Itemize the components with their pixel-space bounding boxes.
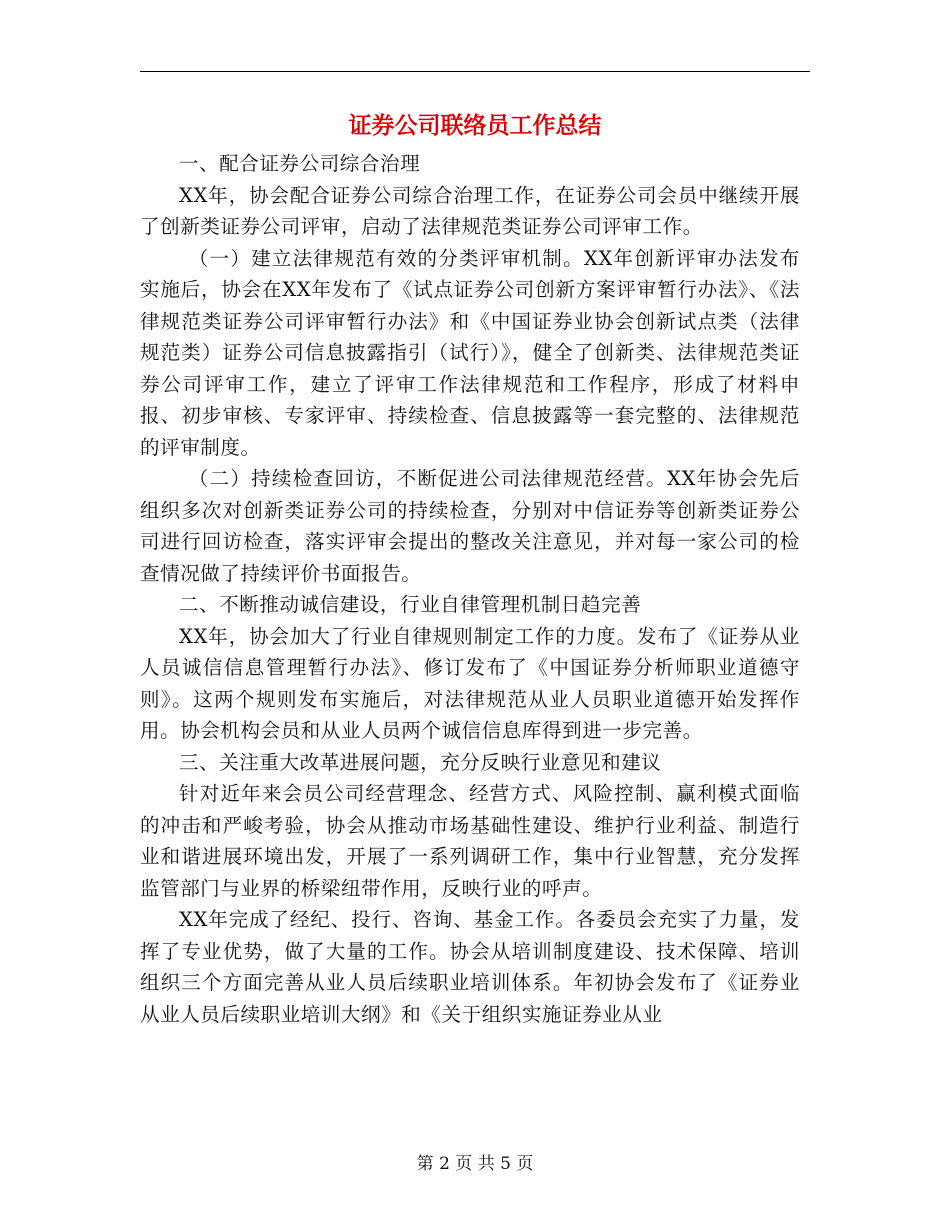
body-paragraph: 针对近年来会员公司经营理念、经营方式、风险控制、赢利模式面临的冲击和严峻考验，协会从推动市场基础性建设、维护行业利益、制造行业和谐进展环境出发，开展了一系列调研工作，集中行业智慧，充分发挥监管部门与业界的桥梁纽带作用，反映行业的呼声。 bbox=[140, 782, 800, 900]
body-paragraph: XX年完成了经纪、投行、咨询、基金工作。各委员会充实了力量，发挥了专业优势，做了大量的工作。协会从培训制度建设、技术保障、培训组织三个方面完善从业人员后续职业培训体系。年初协会发布了《证券业从业人员后续职业培训大纲》和《关于组织实施证券业从业 bbox=[140, 908, 800, 1026]
body-paragraph: XX年，协会配合证券公司综合治理工作，在证券公司会员中继续开展了创新类证券公司评审，启动了法律规范类证券公司评审工作。 bbox=[140, 183, 800, 238]
body-paragraph: XX年，协会加大了行业自律规则制定工作的力度。发布了《证券从业人员诚信信息管理暂行办法》、修订发布了《中国证券分析师职业道德守则》。这两个规则发布实施后，对法律规范从业人员职业道德开始发挥作用。协会机构会员和从业人员两个诚信信息库得到进一步完善。 bbox=[140, 624, 800, 742]
page-number: 第 2 页 共 5 页 bbox=[416, 1154, 534, 1174]
header-rule bbox=[140, 71, 810, 72]
subsection-paragraph-1: （一）建立法律规范有效的分类评审机制。XX年创新评审办法发布实施后，协会在XX年发布了《试点证券公司创新方案评审暂行办法》、《法律规范类证券公司评审暂行办法》和《中国证券业协会创新试点类（法律规范类）证券公司信息披露指引（试行）》，健全了创新类、法律规范类证券公司评审工作，建立了评审工作法律规范和工作程序，形成了材料申报、初步审核、专家评审、持续检查、信息披露等一套完整的、法律规范的评审制度。 bbox=[140, 246, 800, 459]
subsection-paragraph-2: （二）持续检查回访，不断促进公司法律规范经营。XX年协会先后组织多次对创新类证券公司的持续检查，分别对中信证券等创新类证券公司进行回访检查，落实评审会提出的整改关注意见，并对每一家公司的检查情况做了持续评价书面报告。 bbox=[140, 467, 800, 585]
document-body bbox=[140, 148, 800, 1030]
document-title: 证券公司联络员工作总结 bbox=[348, 112, 602, 139]
section-heading-1: 一、配合证券公司综合治理 bbox=[179, 152, 421, 175]
section-heading-3: 三、关注重大改革进展问题，充分反映行业意见和建议 bbox=[179, 750, 662, 774]
section-heading-2: 二、不断推动诚信建设，行业自律管理机制日趋完善 bbox=[179, 593, 642, 616]
